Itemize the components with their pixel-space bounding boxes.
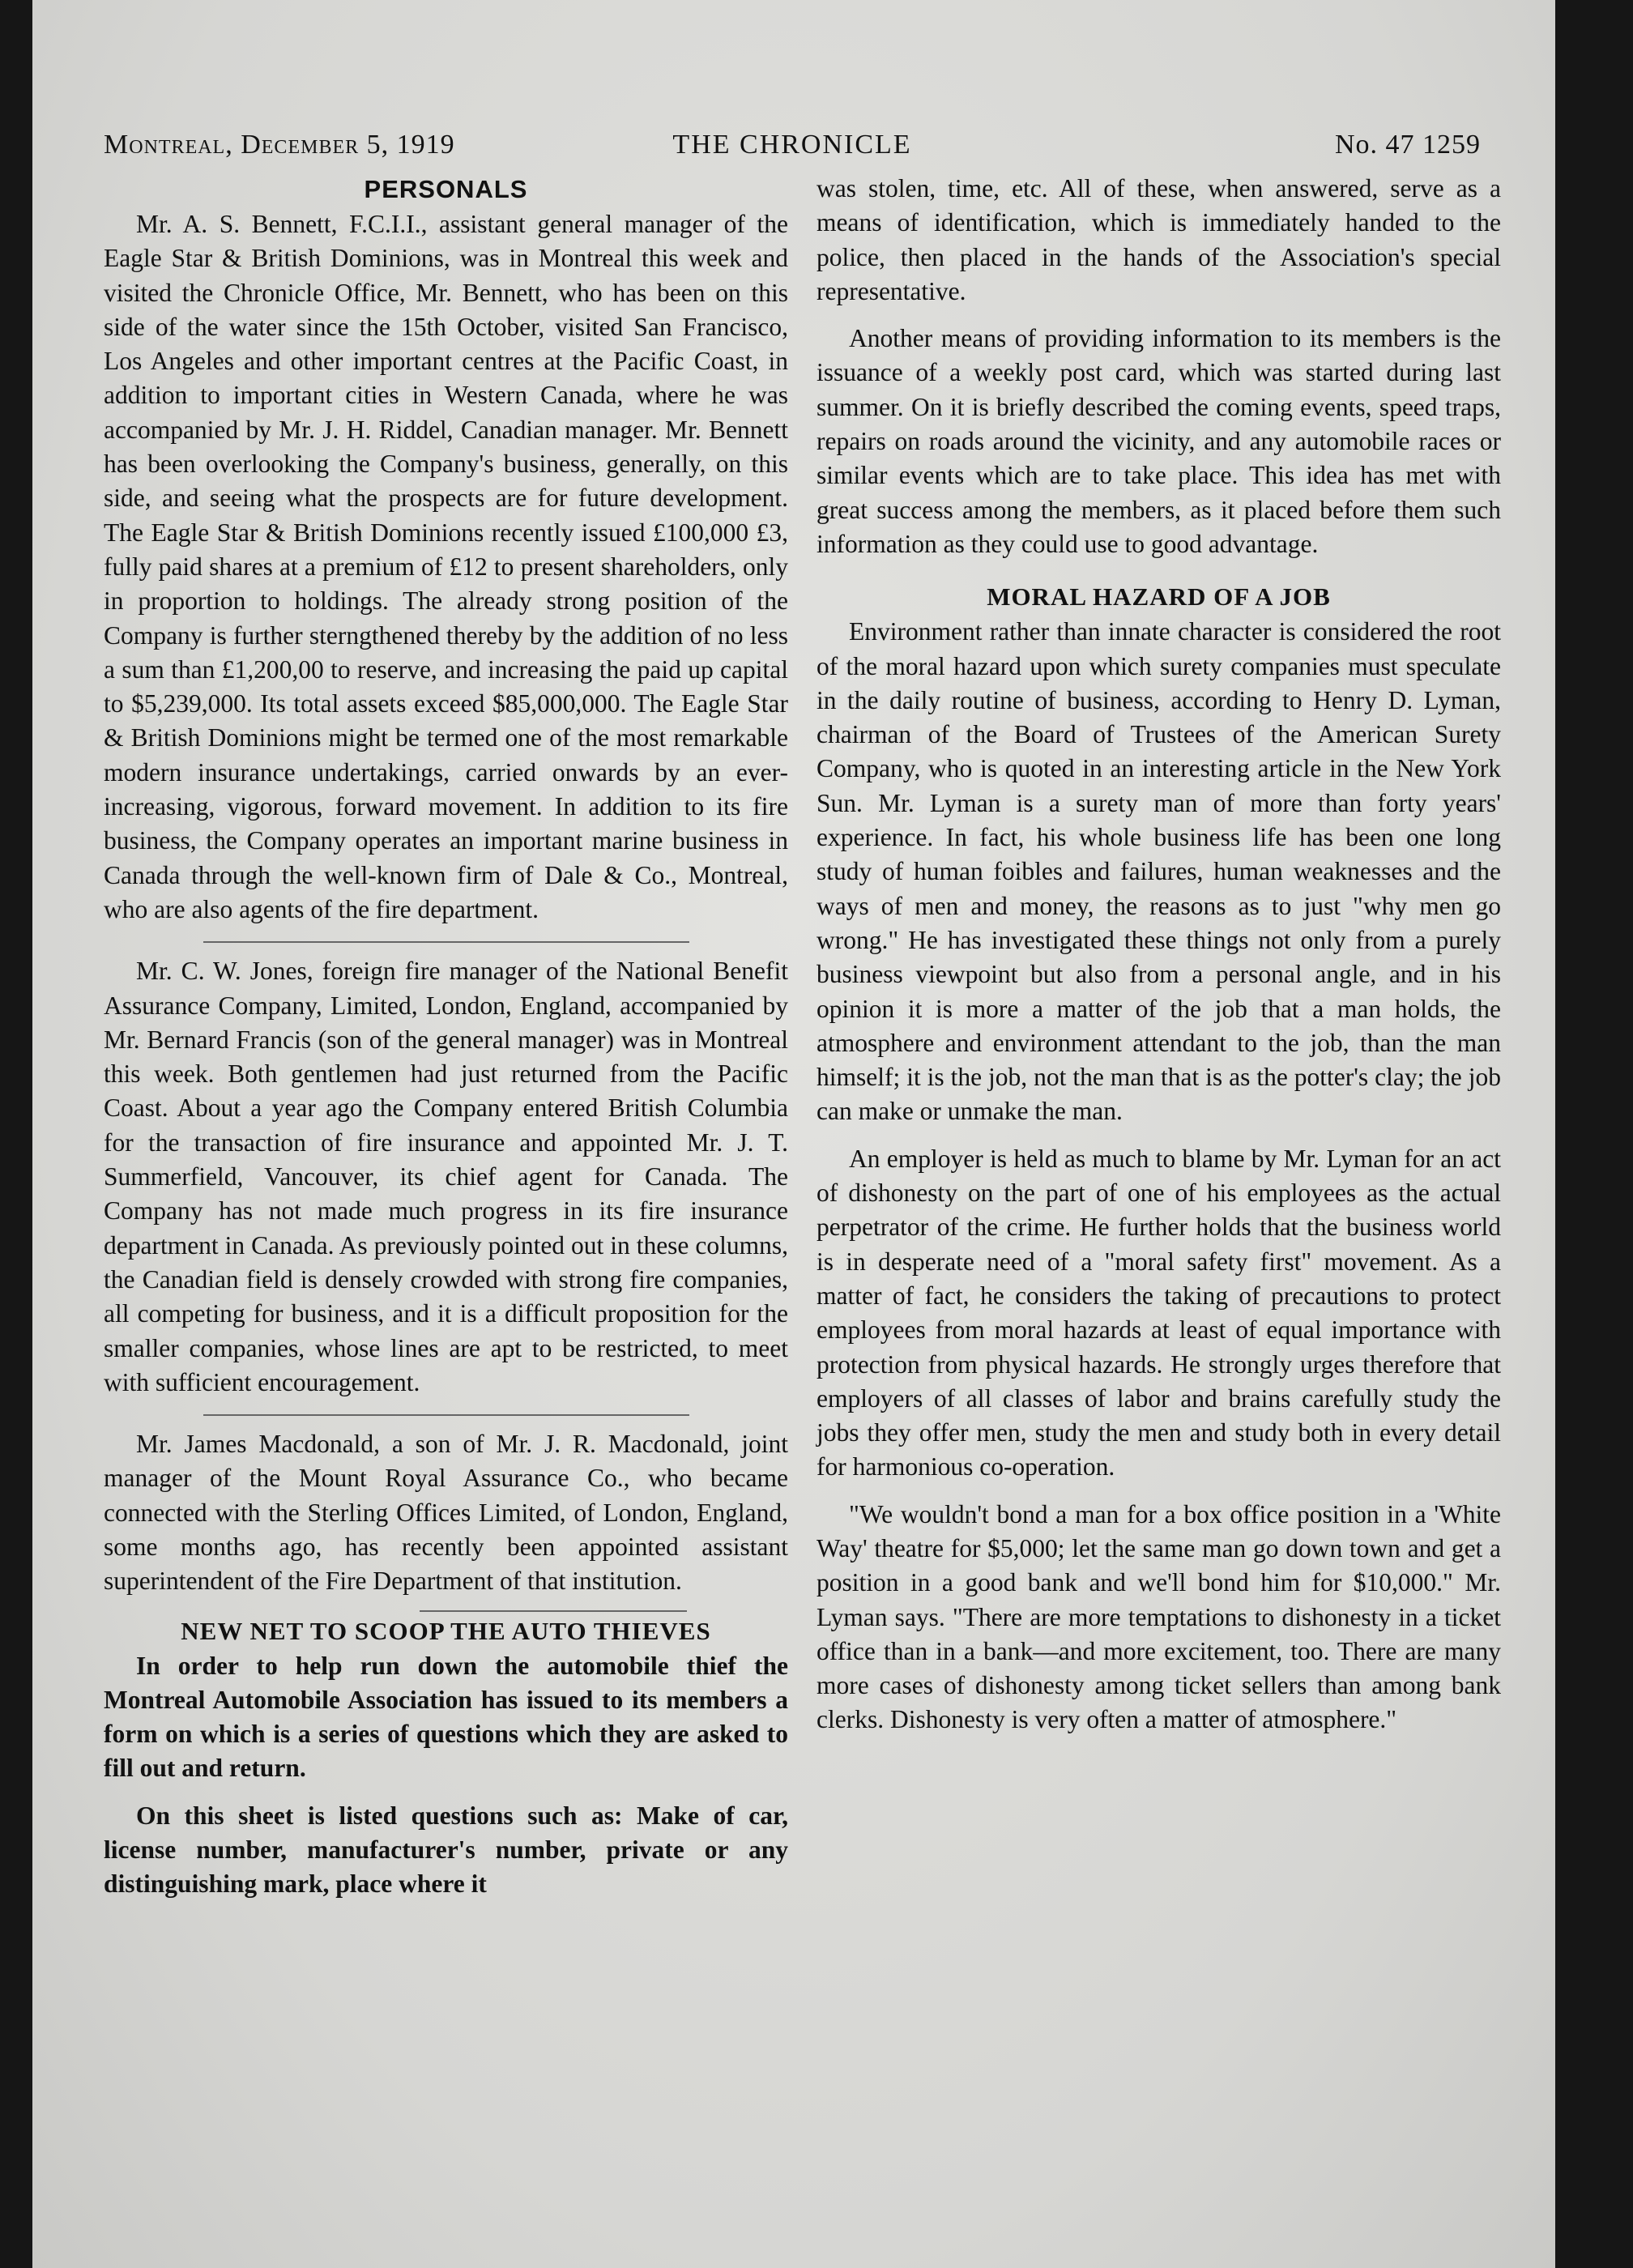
auto-thieves-continued: was stolen, time, etc. All of these, when answered, serve as a means of identification, which is immediately handed to the police, then placed in the hands of the Association's special representative.	[816, 174, 1501, 305]
auto-thieves-paragraph-3: Another means of providing information to its members is the issuance of a weekly post card, which was started during last summer. On it is briefly described the coming events, speed traps, repairs on roads around the vicinity, and any automobile races or similar events which are to take place. This idea has met with great success among the members, as it placed before them such information as they could use to good advantage.	[816, 324, 1501, 558]
right-column	[816, 172, 1501, 1737]
moral-hazard-paragraph-1: Environment rather than innate character is considered the root of the moral hazard upon which surety companies must speculate in the daily routine of business, according to Henry D. Lyman, chairman of the Board of Trustees of the American Surety Company, who is quoted in an interesting article in the New York Sun. Mr. Lyman is a surety man of more than forty years' experience. In fact, his whole business life has been one long study of human foibles and failures, human weaknesses and the ways of men and money, the reasons as to just "why men go wrong." He has investigated these things not only from a purely business viewpoint but also from a personal angle, and in his opinion it is more a matter of the job that a man holds, the atmosphere and environment attendant to the job, than the man himself; it is the job, not the man that is as the potter's clay; the job can make or unmake the man.	[816, 617, 1501, 1126]
page-header	[104, 130, 1481, 168]
personal-macdonald: Mr. James Macdonald, a son of Mr. J. R. Macdonald, joint manager of the Mount Royal Assurance Co., who became connected with the Sterling Offices Limited, of London, England, some months ago, has recently been appointed assistant superintendent of the Fire Department of that institution.	[104, 1430, 788, 1596]
issue-number: No. 47 1259	[1334, 130, 1481, 160]
auto-thieves-paragraph-1: In order to help run down the automobile thief the Montreal Automobile Association has issued to its members a form on which is a series of questions which they are asked to fill out and return.	[104, 1651, 788, 1783]
newspaper-page	[32, 0, 1555, 2268]
dateline: Montreal, December 5, 1919	[104, 130, 455, 160]
divider	[203, 941, 689, 943]
personals-heading: PERSONALS	[364, 175, 528, 203]
masthead: THE CHRONICLE	[672, 130, 912, 160]
auto-thieves-heading: NEW NET TO SCOOP THE AUTO THIEVES	[181, 1616, 711, 1645]
personal-bennett: Mr. A. S. Bennett, F.C.I.I., assistant general manager of the Eagle Star & British Dominions, was in Montreal this week and visited the Chronicle Office, Mr. Bennett, who has been on this side of the water since the 15th October, visited San Francisco, Los Angeles and other important centres at the Pacific Coast, in addition to important cities in Western Canada, where he was accompanied by Mr. J. H. Riddel, Canadian manager. Mr. Bennett has been overlooking the Company's business, generally, on this side, and seeing what the prospects are for future development. The Eagle Star & British Dominions recently issued £100,000 £3, fully paid shares at a premium of £12 to present shareholders, only in proportion to holdings. The already strong position of the Company is further sterngthened thereby by the addition of no less a sum than £1,200,00 to reserve, and increasing the paid up capital to $5,239,000. Its total assets exceed $85,000,000. The Eagle Star & British Dominions might be termed one of the most remarkable modern insurance undertakings, carried onwards by an ever-increasing, vigorous, forward movement. In addition to its fire business, the Company operates an important marine business in Canada through the well-known firm of Dale & Co., Montreal, who are also agents of the fire department.	[104, 210, 788, 923]
personal-jones: Mr. C. W. Jones, foreign fire manager of the National Benefit Assurance Company, Limited, London, England, accompanied by Mr. Bernard Francis (son of the general manager) was in Montreal this week. Both gentlemen had just returned from the Pacific Coast. About a year ago the Company entered British Columbia for the transaction of fire insurance and appointed Mr. J. T. Summerfield, Vancouver, its chief agent for Canada. The Company has not made much progress in its fire insurance department in Canada. As previously pointed out in these columns, the Canadian field is densely crowded with strong fire companies, all competing for business, and it is a difficult proposition for the smaller companies, whose lines are apt to be restricted, to meet with sufficient encouragement.	[104, 957, 788, 1396]
moral-hazard-heading: MORAL HAZARD OF A JOB	[987, 582, 1331, 612]
divider	[203, 1414, 689, 1416]
moral-hazard-paragraph-3: "We wouldn't bond a man for a box office position in a 'White Way' theatre for $5,000; let the same man go down town and get a position in a good bank and we'll bond him for $10,000." Mr. Lyman says. "There are more temptations to dishonesty in a ticket office than in a bank—and more excitement, too. There are many more cases of dishonesty among ticket sellers than among bank clerks. Dishonesty is very often a matter of atmosphere."	[816, 1499, 1501, 1734]
divider	[420, 1610, 687, 1612]
auto-thieves-paragraph-2: On this sheet is listed questions such as: Make of car, license number, manufacturer's number, private or any distinguishing mark, place where it	[104, 1801, 788, 1899]
moral-hazard-paragraph-2: An employer is held as much to blame by Mr. Lyman for an act of dishonesty on the part of one of his employees as the actual perpetrator of the crime. He further holds that the business world is in desperate need of a "moral safety first" movement. As a matter of fact, he considers the taking of precautions to protect employees from moral hazards at least of equal importance with protection from physical hazards. He strongly urges therefore that employers of all classes of labor and brains carefully study the jobs they offer men, study the men and study both in every detail for harmonious co-operation.	[816, 1144, 1501, 1481]
left-column	[104, 172, 788, 1902]
